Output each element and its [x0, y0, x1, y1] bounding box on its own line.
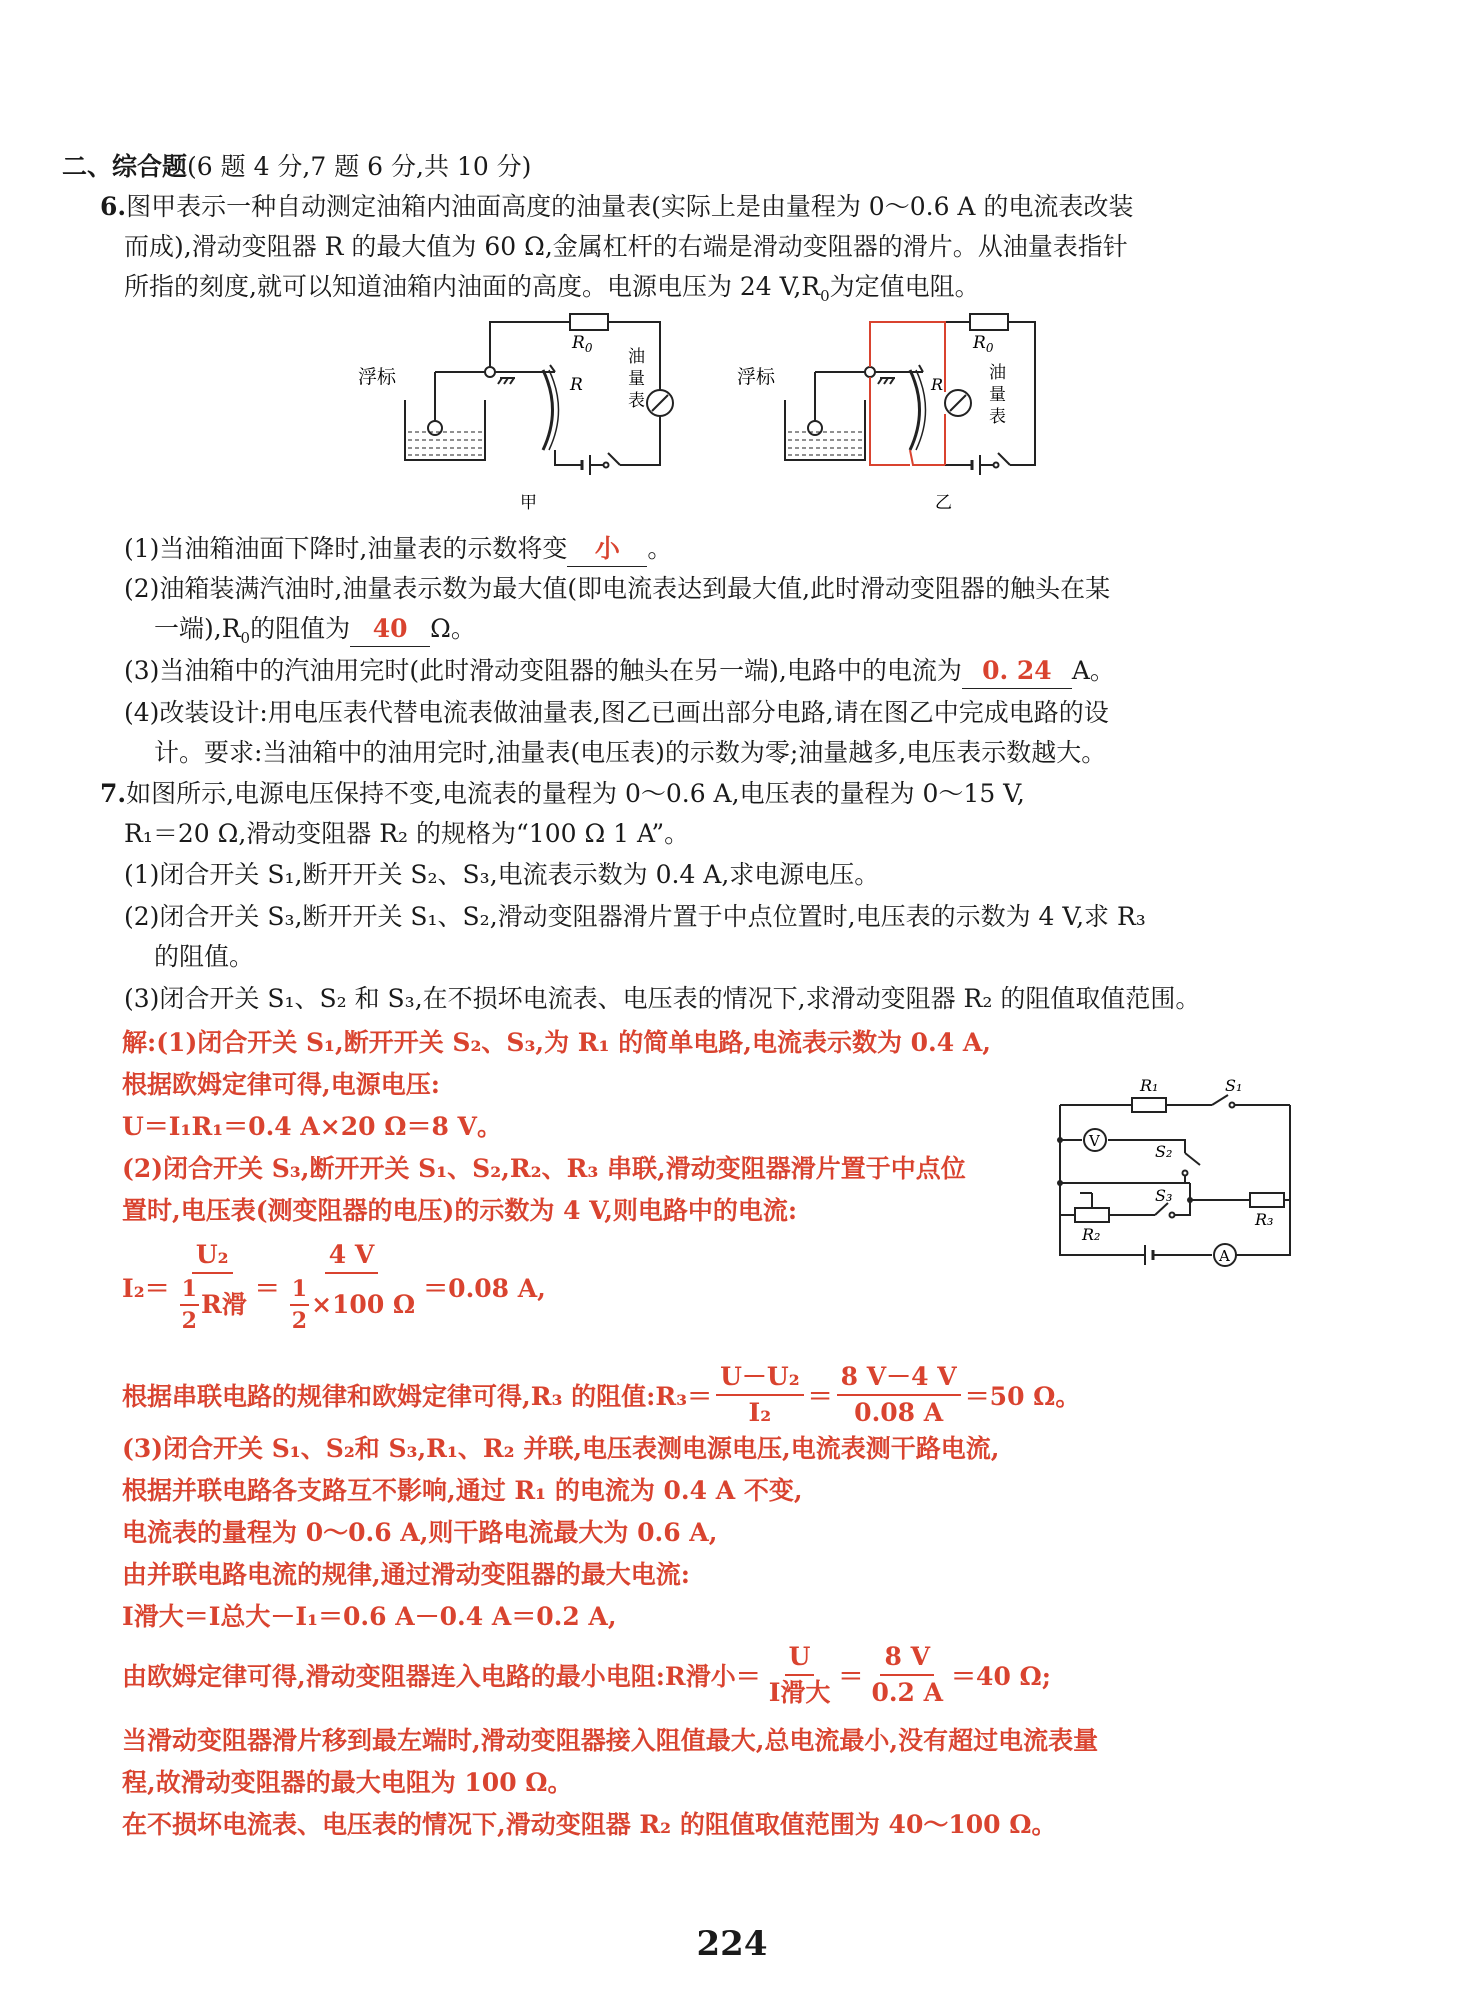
- eq1-fraction-2: [284, 1238, 419, 1336]
- eq3-f2-den: 0.2 A: [871, 1678, 944, 1707]
- solution-line-11: 当滑动变阻器滑片移到最左端时,滑动变阻器接入阻值最大,总电流最小,没有超过电流表量: [122, 1726, 1099, 1755]
- eq3-rhs: ＝40 Ω;: [951, 1662, 1052, 1691]
- circuit-r1-label: R₁: [1140, 1076, 1159, 1095]
- q6-p4-line-1: (4)改装设计:用电压表代替电流表做油量表,图乙已画出部分电路,请在图乙中完成电路的设: [124, 698, 1109, 727]
- eq1-fraction-1: [174, 1238, 251, 1336]
- q6-p1-answer: 小: [567, 532, 647, 567]
- q7-p2-line-2: 的阻值。: [154, 942, 255, 971]
- solution-line-7: 根据并联电路各支路互不影响,通过 R₁ 的电流为 0.4 A 不变,: [122, 1476, 803, 1505]
- q6-text-3b: 为定值电阻。: [829, 272, 980, 301]
- eq1-f2-half-den: 2: [291, 1308, 308, 1334]
- eq3-fraction-1: [765, 1640, 835, 1710]
- solution-line-3: U＝I₁R₁＝0.4 A×20 Ω＝8 V。: [122, 1112, 502, 1141]
- equation-r3: [122, 1360, 1080, 1430]
- eq1-f2-half-num: 1: [290, 1274, 309, 1306]
- eq1-equals: ＝: [254, 1274, 280, 1303]
- q6-line-3: [124, 270, 980, 313]
- q6-number: 6.: [100, 192, 127, 221]
- eq2-equals: ＝: [807, 1382, 833, 1411]
- eq1-f1-den-rest: R滑: [200, 1290, 247, 1319]
- solution-line-1: 解:(1)闭合开关 S₁,断开开关 S₂、S₃,为 R₁ 的简单电路,电流表示数为 0.4 A,: [122, 1028, 991, 1057]
- q6-p2-line-1: (2)油箱装满汽油时,油量表示数为最大值(即电流表达到最大值,此时滑动变阻器的触头在某: [124, 574, 1111, 603]
- eq2-f2-num: 8 V－4 V: [837, 1360, 961, 1396]
- q7-number: 7.: [100, 779, 127, 808]
- circuit-r2-label: R₂: [1082, 1225, 1101, 1244]
- solution-line-6: (3)闭合开关 S₁、S₂和 S₃,R₁、R₂ 并联,电压表测电源电压,电流表测干路电流,: [122, 1434, 1000, 1463]
- q6-p2-answer: 40: [350, 612, 430, 647]
- q6-sub-0: 0: [820, 287, 830, 305]
- q6-p2-line-2: [154, 612, 476, 655]
- solution-line-4: (2)闭合开关 S₃,断开开关 S₁、S₂,R₂、R₃ 串联,滑动变阻器滑片置于中点位: [122, 1154, 966, 1183]
- q6-p3: [124, 654, 1115, 689]
- q6-p1: [124, 532, 672, 567]
- circuit-s2-label: S₂: [1155, 1142, 1173, 1161]
- q6-p3-text: (3)当油箱中的汽油用完时(此时滑动变阻器的触头在另一端),电路中的电流为: [124, 656, 962, 685]
- eq3-equals: ＝: [838, 1662, 864, 1691]
- q6-p2-unit: Ω。: [430, 614, 476, 643]
- figure-jia: [350, 310, 700, 515]
- section-title: 二、综合题: [62, 152, 188, 181]
- section-header: [62, 150, 531, 184]
- q7-p2-line-1: (2)闭合开关 S₃,断开开关 S₁、S₂,滑动变阻器滑片置于中点位置时,电压表的示数为 4 V,求 R₃: [124, 902, 1146, 931]
- circuit-voltmeter-label: V: [1089, 1132, 1100, 1150]
- eq2-rhs: ＝50 Ω。: [964, 1382, 1081, 1411]
- solution-line-8: 电流表的量程为 0～0.6 A,则干路电流最大为 0.6 A,: [122, 1518, 718, 1547]
- eq1-f2-den-rest: ×100 Ω: [311, 1290, 416, 1319]
- eq1-f1-half-num: 1: [180, 1274, 199, 1306]
- circuit-q7: [1040, 1075, 1300, 1270]
- eq1-f2-num: 4 V: [325, 1238, 379, 1274]
- eq2-f1-num: U－U₂: [716, 1360, 804, 1396]
- eq3-prefix: 由欧姆定律可得,滑动变阻器连入电路的最小电阻:R滑小＝: [122, 1662, 761, 1691]
- fig-b-meter-3: 表: [989, 407, 1006, 427]
- figure-yi: [735, 310, 1075, 515]
- q6-line-1: [100, 190, 1133, 224]
- fig-b-r-label: R: [931, 375, 944, 394]
- q6-p2-text-a: 一端),R: [154, 614, 241, 643]
- page-number: 224: [696, 1924, 768, 1964]
- fig-a-r0-label: $R_0$: [572, 333, 593, 355]
- fig-b-meter-1: 油: [989, 363, 1006, 383]
- solution-line-13: 在不损坏电流表、电压表的情况下,滑动变阻器 R₂ 的阻值取值范围为 40～100 Ω。: [122, 1810, 1057, 1839]
- fig-a-meter-1: 油: [628, 347, 645, 367]
- eq1-rhs: ＝0.08 A,: [423, 1274, 546, 1303]
- circuit-s1-label: S₁: [1225, 1076, 1243, 1095]
- eq3-f1-num: U: [785, 1640, 815, 1676]
- eq2-f2-den: 0.08 A: [854, 1398, 944, 1427]
- fig-b-float-label: 浮标: [737, 366, 776, 388]
- fig-b-r0-label: $R_0$: [973, 333, 994, 355]
- section-scoring: (6 题 4 分,7 题 6 分,共 10 分): [187, 152, 532, 181]
- eq2-fraction-2: [837, 1360, 961, 1430]
- fig-a-caption: 甲: [520, 493, 537, 513]
- q6-p2-text-b: 的阻值为: [250, 614, 351, 643]
- q6-p4-line-2: 计。要求:当油箱中的油用完时,油量表(电压表)的示数为零;油量越多,电压表示数越大。: [154, 738, 1107, 767]
- q6-line-2: 而成),滑动变阻器 R 的最大值为 60 Ω,金属杠杆的右端是滑动变阻器的滑片。从油量表指针: [124, 232, 1128, 261]
- q6-p1-text: (1)当油箱油面下降时,油量表的示数将变: [124, 534, 568, 563]
- solution-line-10: I滑大＝I总大－I₁＝0.6 A－0.4 A＝0.2 A,: [122, 1602, 617, 1631]
- eq2-f1-den: I₂: [748, 1398, 772, 1427]
- eq3-fraction-2: [867, 1640, 947, 1710]
- q7-p3: (3)闭合开关 S₁、S₂ 和 S₃,在不损坏电流表、电压表的情况下,求滑动变阻器 R₂ 的阻值取值范围。: [124, 984, 1201, 1013]
- eq3-f1-den: I滑大: [768, 1678, 831, 1707]
- circuit-s3-label: S₃: [1155, 1186, 1173, 1205]
- q7-text-1: 如图所示,电源电压保持不变,电流表的量程为 0～0.6 A,电压表的量程为 0～15 V,: [126, 779, 1025, 808]
- circuit-ammeter-label: A: [1219, 1247, 1230, 1265]
- q6-text-1: 图甲表示一种自动测定油箱内油面高度的油量表(实际上是由量程为 0～0.6 A 的电流表改装: [126, 192, 1134, 221]
- solution-line-2: 根据欧姆定律可得,电源电压:: [122, 1070, 440, 1099]
- q7-line-1: [100, 777, 1025, 811]
- q6-p3-answer: 0. 24: [962, 654, 1072, 689]
- fig-b-meter-2: 量: [989, 385, 1006, 405]
- fig-a-r-label: R: [570, 375, 583, 395]
- q7-line-2: R₁＝20 Ω,滑动变阻器 R₂ 的规格为“100 Ω 1 A”。: [124, 819, 690, 848]
- eq1-f1-half-den: 2: [181, 1308, 197, 1334]
- q6-p2-sub: 0: [240, 629, 251, 647]
- solution-line-5: 置时,电压表(测变阻器的电压)的示数为 4 V,则电路中的电流:: [122, 1196, 798, 1225]
- q7-p1: (1)闭合开关 S₁,断开开关 S₂、S₃,电流表示数为 0.4 A,求电源电压。: [124, 860, 880, 889]
- eq2-prefix: 根据串联电路的规律和欧姆定律可得,R₃ 的阻值:R₃＝: [122, 1382, 713, 1411]
- eq1-f1-den: [174, 1274, 251, 1336]
- eq1-f1-num: U₂: [192, 1238, 233, 1274]
- fig-a-meter-3: 表: [628, 391, 645, 411]
- equation-rmin: [122, 1640, 1051, 1710]
- eq1-lhs: I₂＝: [122, 1274, 170, 1303]
- solution-line-9: 由并联电路电流的规律,通过滑动变阻器的最大电流:: [122, 1560, 690, 1589]
- equation-i2: [122, 1238, 546, 1336]
- fig-b-caption: 乙: [935, 493, 952, 513]
- q6-p3-unit: A。: [1071, 656, 1115, 685]
- solution-line-12: 程,故滑动变阻器的最大电阻为 100 Ω。: [122, 1768, 573, 1797]
- q6-p1-end: 。: [647, 534, 673, 563]
- fig-a-float-label: 浮标: [358, 366, 397, 388]
- q6-text-3a: 所指的刻度,就可以知道油箱内油面的高度。电源电压为 24 V,R: [124, 272, 821, 301]
- eq2-fraction-1: [716, 1360, 804, 1430]
- circuit-r3-label: R₃: [1255, 1210, 1274, 1229]
- fig-a-meter-2: 量: [628, 369, 645, 389]
- eq1-f2-den: [284, 1274, 419, 1336]
- eq3-f2-num: 8 V: [880, 1640, 934, 1676]
